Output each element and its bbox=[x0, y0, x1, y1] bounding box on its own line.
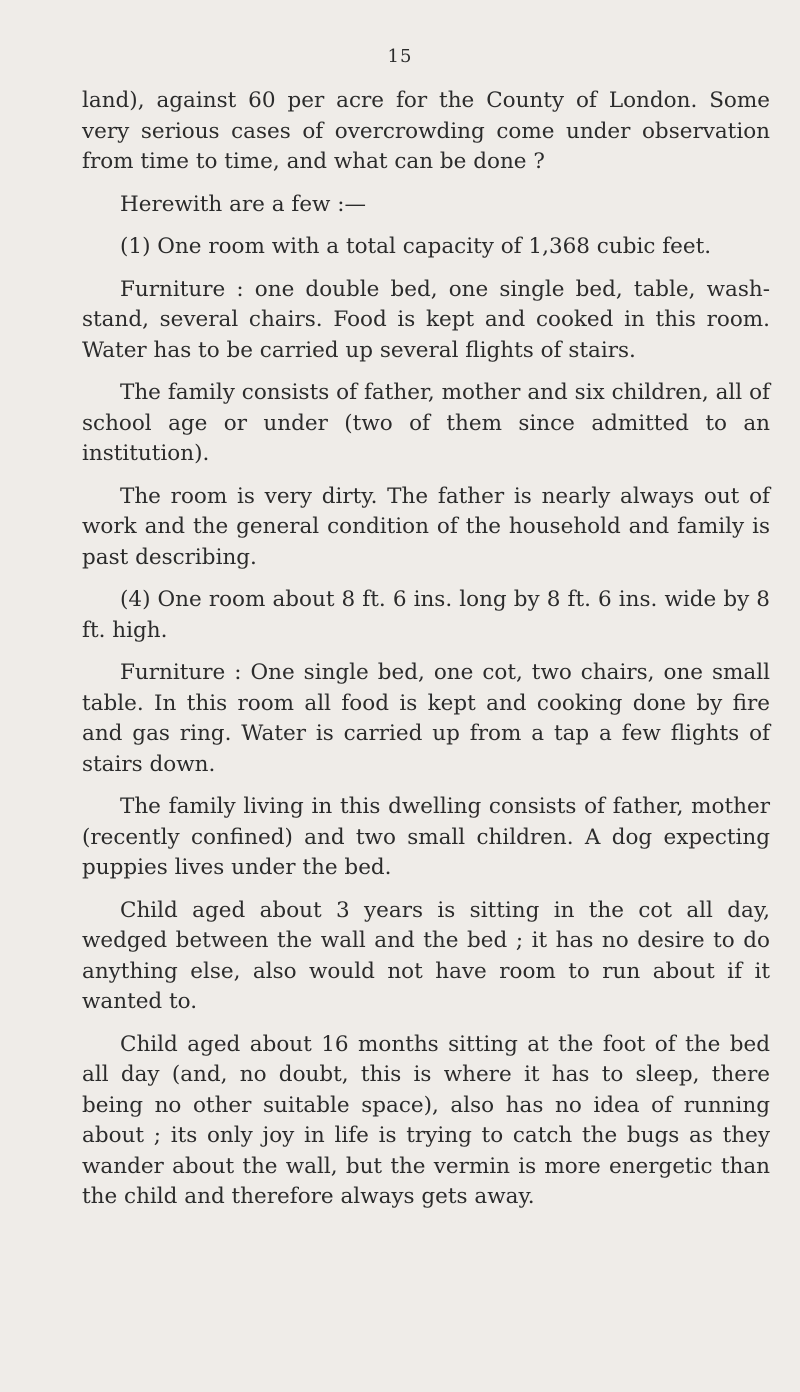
paragraph-child-3-years: Child aged about 3 years is sitting in the cot all day, wedged between the wall and the bed ; it has no desire to do anything else, also would not have room to run about if it wanted to. bbox=[82, 897, 770, 1014]
paragraph-case-4-heading: (4) One room about 8 ft. 6 ins. long by 8 ft. 6 ins. wide by 8 ft. high. bbox=[82, 587, 770, 643]
paragraph-case-1-heading: (1) One room with a total capacity of 1,368 cubic feet. bbox=[120, 234, 712, 259]
paragraph-case-1-condition: The room is very dirty. The father is nearly always out of work and the general condition of the household and family is past describing. bbox=[82, 483, 770, 570]
body-text bbox=[82, 86, 770, 1225]
paragraph-case-4-furniture: Furniture : One single bed, one cot, two chairs, one small table. In this room all food is kept and cooking done by fire and gas ring. Water is carried up from a tap a few flights of stairs down. bbox=[82, 660, 770, 777]
paragraph-continuation: land), against 60 per acre for the County of London. Some very serious cases of overcrowding come under observation from time to time, and what can be done ? bbox=[82, 88, 770, 174]
paragraph-intro: Herewith are a few :— bbox=[120, 191, 367, 217]
paragraph-case-4-family: The family living in this dwelling consists of father, mother (recently confined) and two small children. A dog expecting puppies lives under the bed. bbox=[82, 794, 770, 880]
paragraph-case-1-family: The family consists of father, mother and six children, all of school age or under (two of them since admitted to an institution). bbox=[82, 380, 770, 466]
paragraph-child-16-months: Child aged about 16 months sitting at the foot of the bed all day (and, no doubt, this is where it has to sleep, there being no other suitable space), also has no idea of running about ; its only joy in life is trying to catch the bugs as they wander about the wall, but the vermin is more energetic than the child and therefore always gets away. bbox=[82, 1031, 770, 1209]
paragraph-case-1-furniture: Furniture : one double bed, one single bed, table, wash-stand, several chairs. Food is kept and cooked in this room. Water has to be carried up several flights of stairs. bbox=[82, 276, 770, 363]
page-number: 15 bbox=[387, 46, 413, 67]
